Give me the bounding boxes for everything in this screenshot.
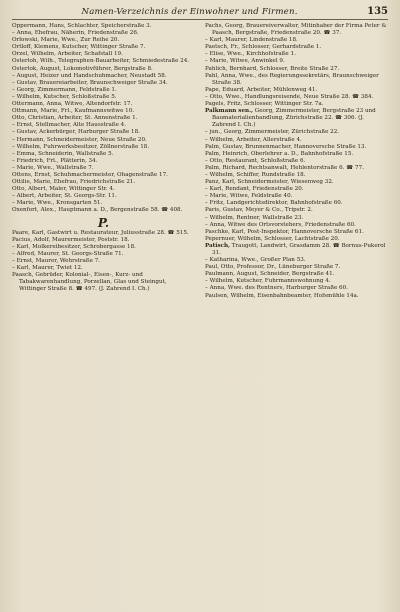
directory-entry: Osterlok, August, Lokomotivführer, Bergstraße 8. xyxy=(12,65,153,72)
directory-entry: – Wilhelm, Rentner, Wallstraße 23. xyxy=(205,214,304,221)
directory-entry: – Gustav, Ackerbürger, Harburger Straße 18. xyxy=(12,129,140,136)
directory-entry: – Hermann, Schneidermeister, Neue Straße 20. xyxy=(12,136,147,143)
directory-entry: Orlowski, Marie, Wwe., Zur Reihe 20. xyxy=(12,37,120,44)
section-letter: P. xyxy=(97,215,110,230)
directory-entry: – Wilhelm, Kutscher, Fuhrmannswohnung 4. xyxy=(205,278,331,285)
directory-entry: Paasch, Gebrüder, Kolonial-, Eisen-, Kurz- und Tabakwarenhandlung, Porzellan, Glas und Steingut, Wittinger Straße 8. ☎ 497. (J. Zahrend I. Ch.) xyxy=(12,272,167,293)
directory-entry: Palm, Heinrich, Oberlehrer a. D., Bahnhofstraße 15. xyxy=(205,150,354,157)
directory-entry: Orzel, Wilhelm, Arbeiter, Schafstall 19. xyxy=(12,51,123,58)
directory-entry: – Otto, Wwe., Handlungsreisende, Neue Straße 28. ☎ 384. xyxy=(205,93,374,100)
directory-entry: Pahl, Anna, Wwe., des Regierungssekretärs, Braunschweiger Straße 38. xyxy=(205,72,379,86)
directory-entry: – Marie, Wwe., Wallstraße 7. xyxy=(12,164,94,171)
directory-entry: – Ernst, Stellmacher, Alte Hausstraße 4. xyxy=(12,122,127,129)
directory-entry: – Anna, Ehefrau, Näherin, Friedenstraße 26. xyxy=(12,30,139,37)
directory-entry: Palkmann sen., Georg, Zimmermeister, Bergstraße 23 und Baumaterialienhandlung, Zürichstraße 22. ☎ 306. (J. Zahrend I. Ch.) xyxy=(205,108,376,129)
left-entries-top xyxy=(12,23,195,215)
directory-entry: – Georg, Zimmermann, Feldstraße 1. xyxy=(12,86,117,93)
directory-entry: Palm, Richard, Rechtsanwalt, Hehlentorstraße 6. ☎ 77. xyxy=(205,164,364,171)
directory-entry: Panz, Karl, Schneidermeister, Wiesenweg 32. xyxy=(205,179,334,186)
directory-entry: Pagels, Fritz, Schlosser, Wittinger Str. 7a. xyxy=(205,101,324,108)
directory-entry: – Ernst, Maurer, Wehrstraße 7. xyxy=(12,258,101,264)
directory-entry: Paulmann, August, Schneider, Bergstraße 41. xyxy=(205,271,335,278)
directory-entry: Pape, Eduard, Arbeiter, Mühlenweg 41. xyxy=(205,86,318,93)
directory-entry: – Emma, Schneiderin, Wallstraße 5. xyxy=(12,150,114,157)
directory-entry: – Katharina, Wwe., Großer Plan 53. xyxy=(205,257,306,264)
directory-entry: – Fritz, Landgerichtsdirektor, Bahnhofstraße 60. xyxy=(205,200,343,207)
right-entries-bottom xyxy=(205,243,388,300)
directory-entry: – Albert, Arbeiter, St. Georgs-Str. 11. xyxy=(12,193,117,200)
directory-entry: Ortloff, Klemens, Kutscher, Wittinger Straße 7. xyxy=(12,44,146,51)
directory-entry: Paschke, Karl, Post-Inspektor, Hannoversche Straße 61. xyxy=(205,228,364,235)
entry-name-bold: Palkmann sen., xyxy=(205,108,253,115)
directory-entry: Pachs, Georg, Brauereiverwalter, Mitinhaber der Firma Peter & Paasch, Bergstraße, Friedenstraße 20. ☎ 37. xyxy=(205,23,387,37)
directory-entry: – Anna, Witwe des Ortsvorstehers, Friedenstraße 60. xyxy=(205,221,356,228)
directory-entry: Paare, Karl, Gastwirt u. Restaurateur, Juliusstraße 28. ☎ 515. xyxy=(12,229,189,236)
right-column xyxy=(205,23,388,300)
page-number: 135 xyxy=(367,6,388,17)
directory-entry: – Karl, Rendant, Friedenstraße 20. xyxy=(205,186,304,193)
directory-entry: Patisch, Traugott, Landwirt, Grasdamm 28. ☎ Bornus-Pukerol 31. xyxy=(205,242,386,256)
directory-entry: – Wilhelm, Schiffer, Rundstraße 18. xyxy=(205,171,306,178)
directory-entry: – Wilhelm, Fuhrwerksbesitzer, Zöllnerstraße 18. xyxy=(12,143,150,150)
directory-entry: – Elise, Wwe., Kirchhofstraße 1. xyxy=(205,51,296,58)
directory-entry: Pacius, Adolf, Maurermeister, Poststr. 18. xyxy=(12,236,130,243)
directory-entry: Paetsch, Fr., Schlosser, Gerhardstraße 1. xyxy=(205,44,322,51)
directory-entry: – Karl, Maurer, Twiet 12. xyxy=(12,265,83,272)
directory-entry: – Karl, Molkereibesitzer, Schrobergasse 18. xyxy=(12,243,136,250)
directory-entry: – Wilhelm, Arbeiter, Allerstraße 4. xyxy=(205,136,302,143)
directory-entry: Paulsen, Wilhelm, Eisenbahnbeamter, Hofsmühle 14a. xyxy=(205,292,359,299)
directory-entry: Pepernuer, Wilhelm, Schlosser, Lachtstraße 20. xyxy=(205,235,340,242)
directory-entry: – jun., Georg, Zimmermeister, Zürichstraße 22. xyxy=(205,129,340,136)
directory-entry: Pahlich, Bernhard, Schlosser, Breite Straße 27. xyxy=(205,65,340,72)
left-entries-bottom xyxy=(12,230,195,294)
directory-entry: – Anna, Wwe. des Rentners, Harburger Straße 60. xyxy=(205,285,348,292)
directory-entry: Otto, Albert, Maler, Wittinger Str. 4. xyxy=(12,186,115,193)
directory-entry: Oppermann, Hans, Schlachter, Speicherstraße 3. xyxy=(12,23,152,29)
directory-entry: – Wilhelm, Kutscher, Schloßstraße 5. xyxy=(12,93,117,100)
directory-entry: – Alfred, Maurer, St. Georgs-Straße 71. xyxy=(12,250,124,257)
directory-entry: – Friedrich, Frl., Plätterin, 34. xyxy=(12,157,98,164)
directory-entry: Ottermann, Anna, Witwe, Altendorfstr. 17. xyxy=(12,101,133,108)
directory-entry: – Marie, Witwe, Anwinkel 9. xyxy=(205,58,285,65)
directory-entry: Ottens, Ernst, Schuhmachermeister, Ohagenstraße 17. xyxy=(12,171,168,178)
directory-entry: – August, Heizer und Handschuhmacher, Neustadt 58. xyxy=(12,72,167,79)
columns xyxy=(12,23,388,300)
directory-entry: – Otto, Restaurant, Schloßstraße 6. xyxy=(205,157,306,164)
directory-entry: – Karl, Maurer, Lindenstraße 18. xyxy=(205,37,298,44)
page-title: Namen-Verzeichnis der Einwohner und Firmen. xyxy=(81,7,298,17)
directory-entry: Ottmann, Marie, Frl., Kaufmannswitwe 10. xyxy=(12,108,135,115)
directory-entry: Oxenfort, Alex., Hauptmann a. D., Bergenstraße 58. ☎ 408. xyxy=(12,207,183,214)
directory-entry: Otto, Christian, Arbeiter, St. Annenstraße 1. xyxy=(12,115,138,122)
directory-entry: – Marie, Witwe, Feldstraße 40. xyxy=(205,193,293,200)
directory-entry: – Marie, Wwe., Kronsgarten 51. xyxy=(12,200,103,207)
directory-entry: Ottilie, Marie, Ehefrau, Friedrichstraße 21. xyxy=(12,179,136,186)
page-header xyxy=(12,6,388,20)
directory-entry: – Gustav, Brauereiarbeiter, Braunschweiger Straße 34. xyxy=(12,79,168,86)
right-entries-top xyxy=(205,23,388,243)
directory-entry: Osterloh, Wilh., Telegraphen-Bauarbeiter, Schmiedestraße 24. xyxy=(12,58,190,65)
directory-entry: Paris, Gustav, Meyer & Co., Tripstr. 2. xyxy=(205,207,313,214)
directory-entry: Palm, Gustav, Brunnenmacher, Hannoversche Straße 13. xyxy=(205,143,367,150)
left-column xyxy=(12,23,195,300)
directory-entry: Paul, Otto, Professor, Dr., Lüneburger Straße 7. xyxy=(205,264,341,271)
entry-name-bold: Patisch, xyxy=(205,242,230,249)
